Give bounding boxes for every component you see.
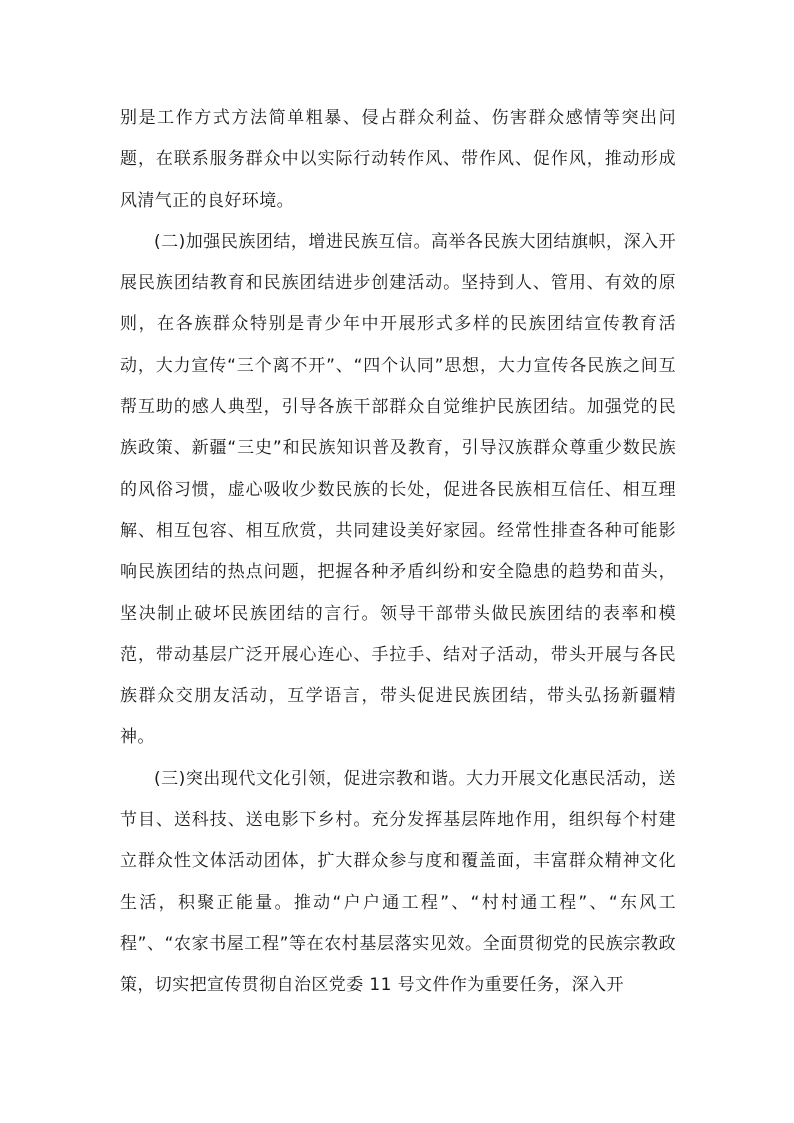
paragraph-modern-culture: (三)突出现代文化引领，促进宗教和谐。大力开展文化惠民活动，送节目、送科技、送电影下乡村。充分发挥基层阵地作用，组织每个村建立群众性文体活动团体，扩大群众参与度和覆盖面，丰富群众精神文化生活，积聚正能量。推动“户户通工程”、“村村通工程”、“东风工程”、“农家书屋工程”等在农村基层落实见效。全面贯彻党的民族宗教政策，切实把宣传贯彻自治区党委 11 号文件作为重要任务，深入开 — [120, 768, 676, 996]
paragraph-ethnic-unity: (二)加强民族团结，增进民族互信。高举各民族大团结旗帜，深入开展民族团结教育和民族团结进步创建活动。坚持到人、管用、有效的原则，在各族群众特别是青少年中开展形式多样的民族团结宣传教育活动，大力宣传“三个离不开”、“四个认同”思想，大力宣传各民族之间互帮互助的感人典型，引导各族干部群众自觉维护民族团结。加强党的民族政策、新疆“三史”和民族知识普及教育，引导汉族群众尊重少数民族的风俗习惯，虚心吸收少数民族的长处，促进各民族相互信任、相互理解、相互包容、相互欣赏，共同建设美好家园。经常性排查各种可能影响民族团结的热点问题，把握各种矛盾纠纷和安全隐患的趋势和苗头，坚决制止破坏民族团结的言行。领导干部带头做民族团结的表率和模范，带动基层广泛开展心连心、手拉手、结对子活动，带头开展与各民族群众交朋友活动，互学语言，带头促进民族团结，带头弘扬新疆精神。 — [120, 231, 676, 748]
paragraph-continued: 别是工作方式方法简单粗暴、侵占群众利益、伤害群众感情等突出问题，在联系服务群众中以实际行动转作风、带作风、促作风，推动形成风清气正的良好环境。 — [120, 108, 676, 211]
document-page — [120, 98, 676, 1007]
